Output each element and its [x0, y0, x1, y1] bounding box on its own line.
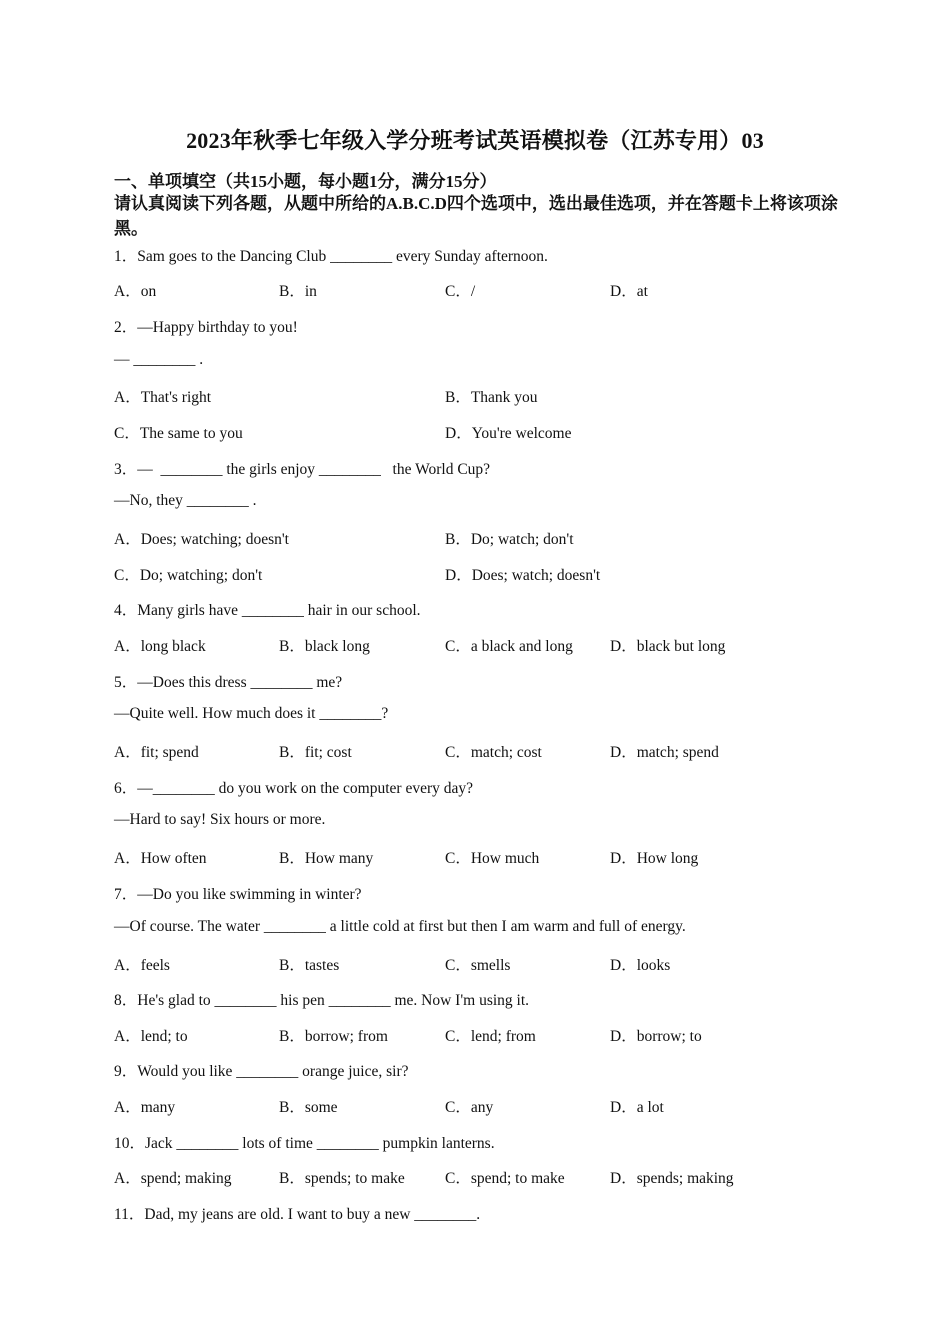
q2-option-a: A．That's right — [114, 389, 212, 406]
question-11-text: 11．Dad, my jeans are old. I want to buy a new ________. — [114, 1206, 481, 1223]
q10-option-a: A．spend; making — [114, 1170, 232, 1187]
question-6-text: 6．—________ do you work on the computer every day? — [114, 780, 474, 797]
q9-option-b: B．some — [279, 1099, 338, 1116]
q6-option-a: A．How often — [114, 850, 207, 867]
q1-option-c: C．/ — [445, 283, 476, 300]
q2-option-c: C．The same to you — [114, 425, 243, 442]
q5-option-d: D．match; spend — [610, 744, 719, 761]
question-3-reply: —No, they ________ . — [114, 492, 257, 509]
q5-option-c: C．match; cost — [445, 744, 542, 761]
q7-option-b: B．tastes — [279, 957, 340, 974]
q6-option-d: D．How long — [610, 850, 699, 867]
q4-option-b: B．black long — [279, 638, 370, 655]
question-7-text: 7．—Do you like swimming in winter? — [114, 886, 362, 903]
q3-option-b: B．Do; watch; don't — [445, 531, 574, 548]
question-5-reply: —Quite well. How much does it ________? — [114, 705, 389, 722]
question-10-text: 10．Jack ________ lots of time ________ pumpkin lanterns. — [114, 1135, 495, 1152]
q3-option-a: A．Does; watching; doesn't — [114, 531, 289, 548]
question-9-text: 9．Would you like ________ orange juice, sir? — [114, 1063, 409, 1080]
q10-option-b: B．spends; to make — [279, 1170, 405, 1187]
q5-option-a: A．fit; spend — [114, 744, 199, 761]
q7-option-a: A．feels — [114, 957, 170, 974]
q6-option-c: C．How much — [445, 850, 540, 867]
q8-option-a: A．lend; to — [114, 1028, 188, 1045]
q10-option-c: C．spend; to make — [445, 1170, 565, 1187]
q1-option-a: A．on — [114, 283, 157, 300]
q9-option-d: D．a lot — [610, 1099, 664, 1116]
q7-option-c: C．smells — [445, 957, 511, 974]
q4-option-a: A．long black — [114, 638, 206, 655]
q9-option-c: C．any — [445, 1099, 494, 1116]
q1-option-d: D．at — [610, 283, 648, 300]
q6-option-b: B．How many — [279, 850, 374, 867]
question-1-text: 1．Sam goes to the Dancing Club ________ every Sunday afternoon. — [114, 248, 548, 265]
question-7-reply: —Of course. The water ________ a little cold at first but then I am warm and full of energy. — [114, 918, 686, 935]
instructions: 请认真阅读下列各题，从题中所给的A.B.C.D四个选项中，选出最佳选项，并在答题卡上将该项涂黑。 — [114, 194, 838, 238]
q2-option-b: B．Thank you — [445, 389, 538, 406]
question-6-reply: —Hard to say! Six hours or more. — [114, 811, 326, 828]
q9-option-a: A．many — [114, 1099, 176, 1116]
q10-option-d: D．spends; making — [610, 1170, 734, 1187]
q7-option-d: D．looks — [610, 957, 671, 974]
q3-option-c: C．Do; watching; don't — [114, 567, 263, 584]
question-3-text: 3．— ________ the girls enjoy ________ the World Cup? — [114, 461, 491, 478]
question-4-text: 4．Many girls have ________ hair in our school. — [114, 602, 421, 619]
q8-option-b: B．borrow; from — [279, 1028, 388, 1045]
q4-option-d: D．black but long — [610, 638, 726, 655]
question-2-text: 2．—Happy birthday to you! — [114, 319, 298, 336]
q2-option-d: D．You're welcome — [445, 425, 572, 442]
q8-option-d: D．borrow; to — [610, 1028, 702, 1045]
q8-option-c: C．lend; from — [445, 1028, 536, 1045]
q5-option-b: B．fit; cost — [279, 744, 352, 761]
q4-option-c: C．a black and long — [445, 638, 573, 655]
question-8-text: 8．He's glad to ________ his pen ________ me. Now I'm using it. — [114, 992, 530, 1009]
q3-option-d: D．Does; watch; doesn't — [445, 567, 601, 584]
section-heading: 一、单项填空（共15小题，每小题1分，满分15分） — [114, 172, 497, 191]
question-2-reply: — ________ . — [114, 351, 204, 368]
q1-option-b: B．in — [279, 283, 317, 300]
page-title: 2023年秋季七年级入学分班考试英语模拟卷（江苏专用）03 — [186, 128, 764, 153]
question-5-text: 5．—Does this dress ________ me? — [114, 674, 343, 691]
